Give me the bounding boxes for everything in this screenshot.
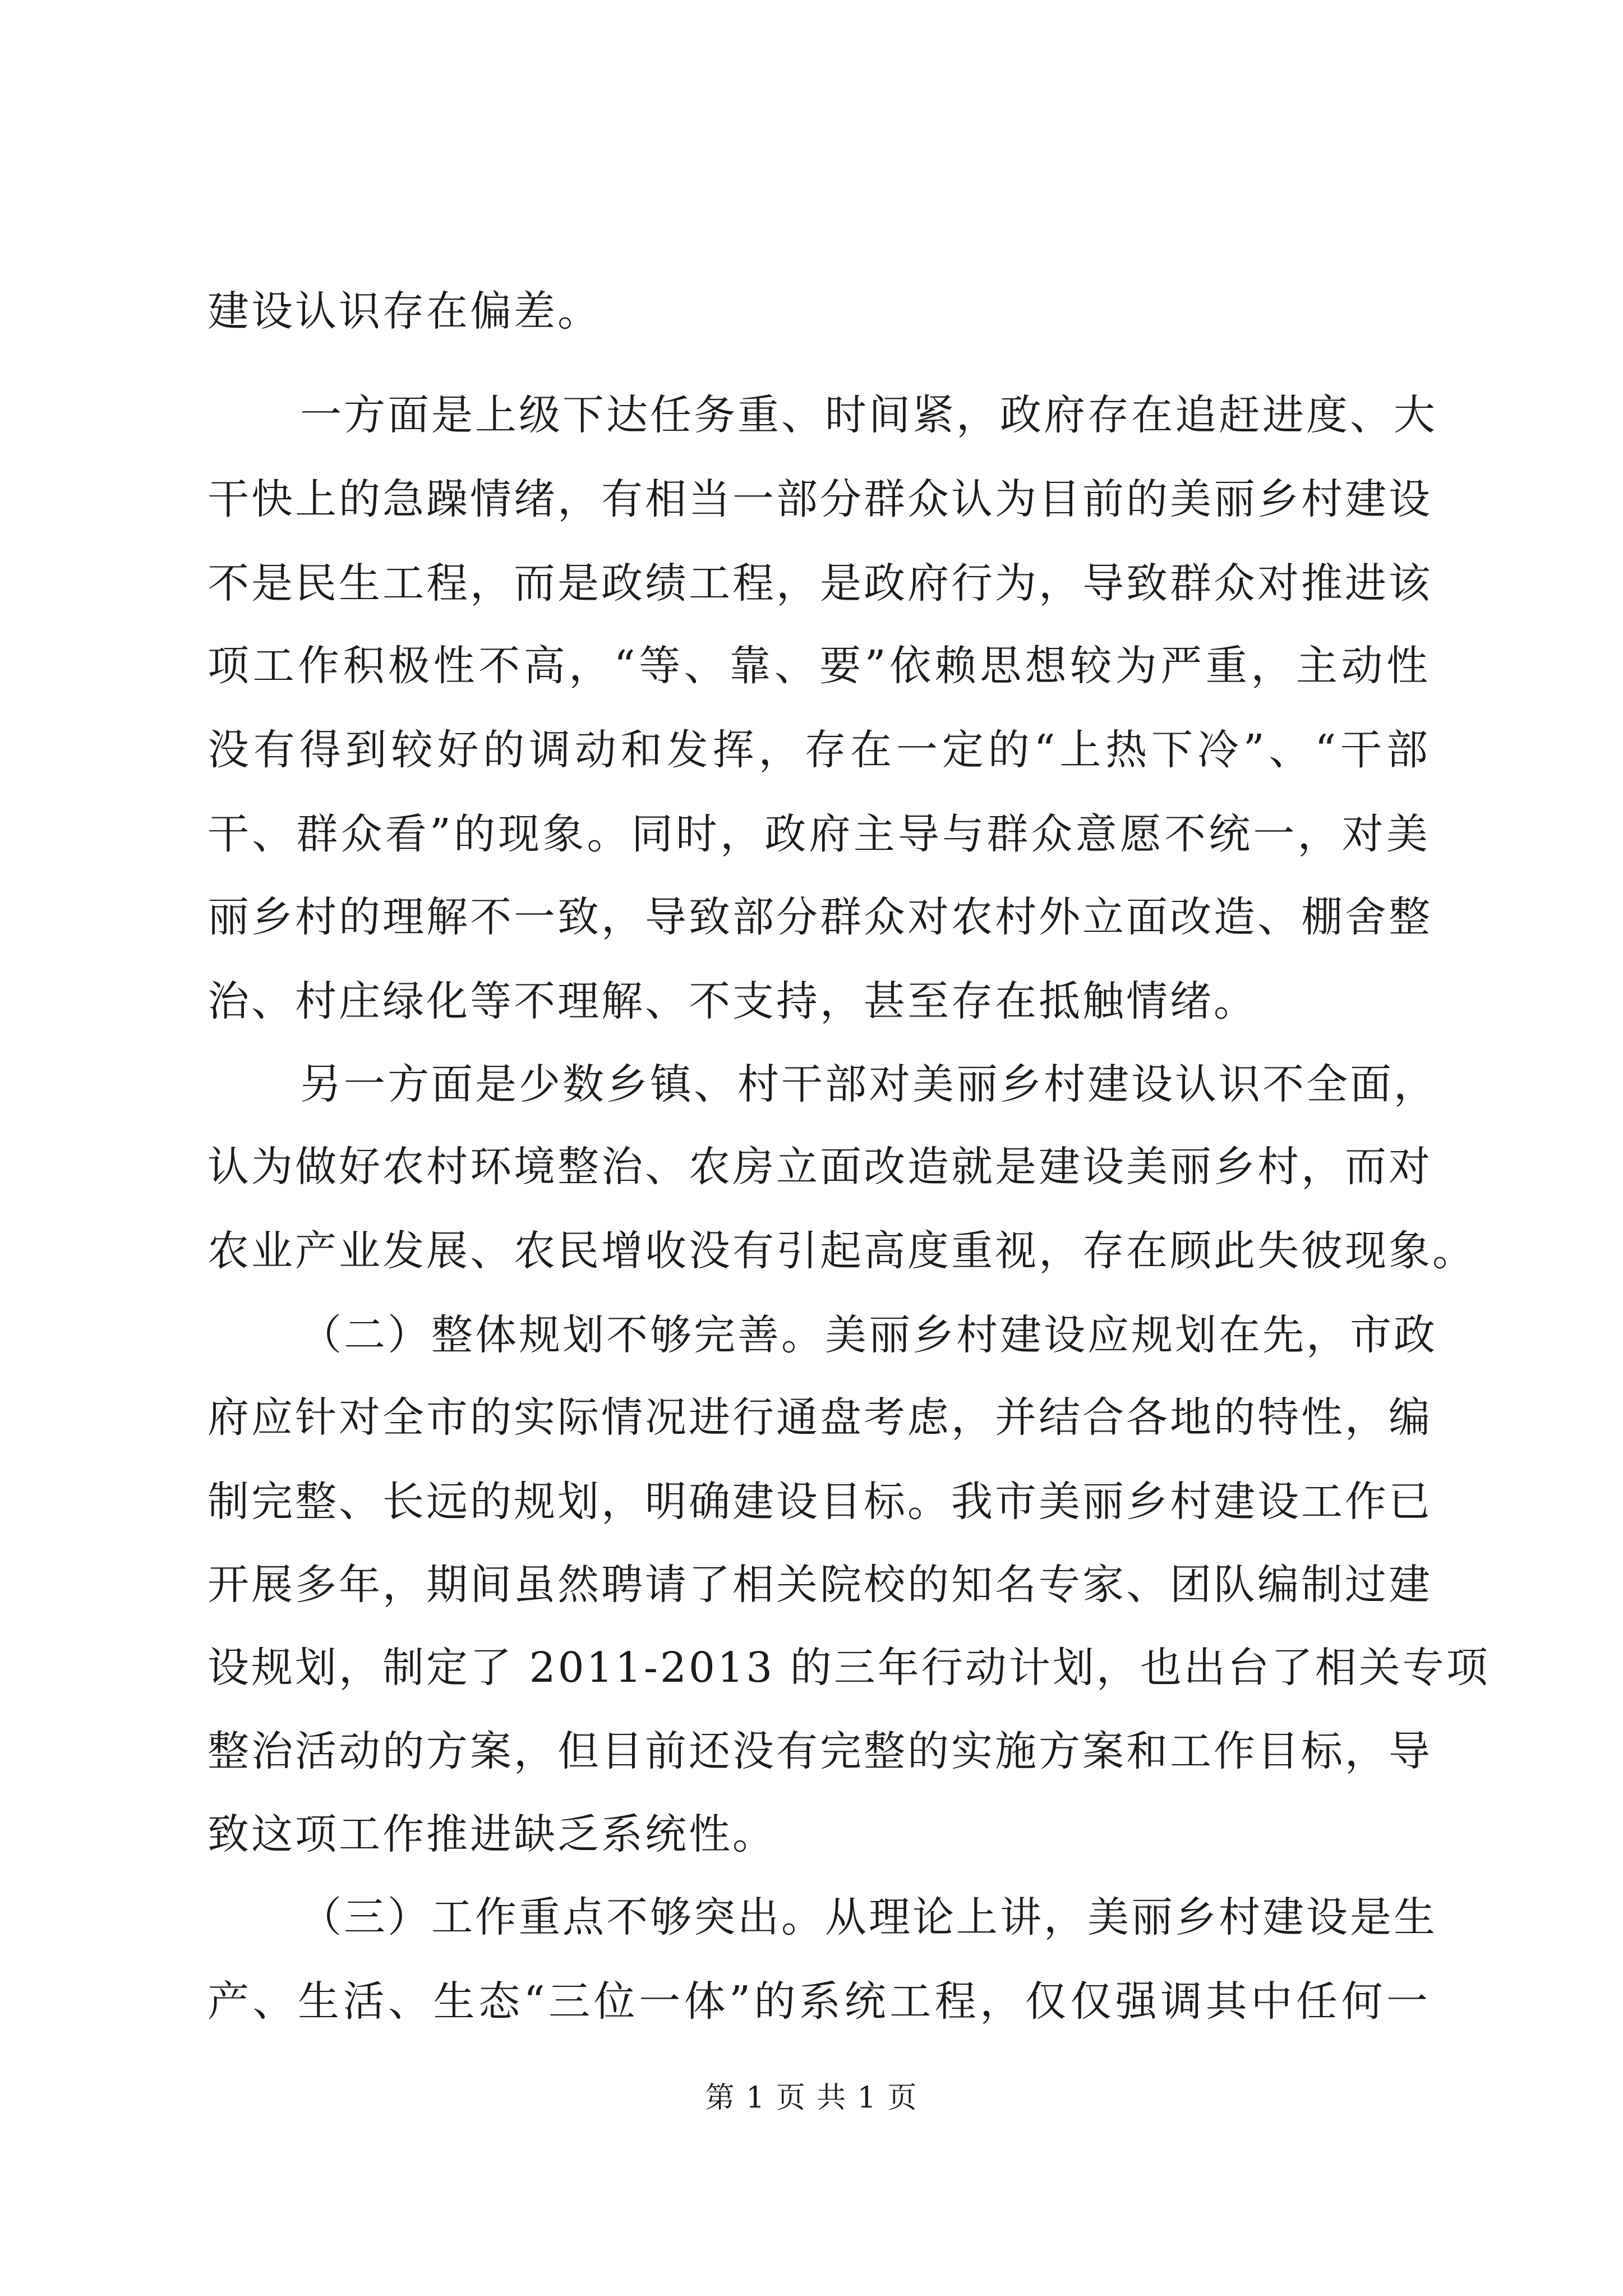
text-line: 产、生活、生态“三位一体”的系统工程，仅仅强调其中任何一 [208, 1977, 1430, 2026]
text-line: 致这项工作推进缺乏系统性。 [208, 1810, 776, 1858]
text-line: 府应针对全市的实际情况进行通盘考虑，并结合各地的特性，编 [208, 1393, 1432, 1442]
text-line: 一方面是上级下达任务重、时间紧，政府存在追赶进度、大 [300, 391, 1437, 439]
text-line: 整治活动的方案，但目前还没有完整的实施方案和工作目标，导 [208, 1727, 1432, 1775]
text-line: 另一方面是少数乡镇、村干部对美丽乡村建设认识不全面， [300, 1060, 1437, 1108]
text-line: 丽乡村的理解不一致，导致部分群众对农村外立面改造、棚舍整 [208, 893, 1432, 941]
text-line: 不是民生工程，而是政绩工程，是政府行为，导致群众对推进该 [208, 559, 1432, 608]
page-number-footer: 第 1 页 共 1 页 [705, 2081, 918, 2115]
text-line: 设规划，制定了 2011-2013 的三年行动计划，也出台了相关专项 [208, 1644, 1490, 1692]
text-line: 没有得到较好的调动和发挥，存在一定的“上热下冷”、“干部 [208, 726, 1430, 774]
text-line: 建设认识存在偏差。 [208, 287, 601, 335]
text-line: 治、村庄绿化等不理解、不支持，甚至存在抵触情绪。 [208, 977, 1257, 1025]
text-line: 干快上的急躁情绪，有相当一部分群众认为目前的美丽乡村建设 [208, 475, 1432, 523]
text-line: 认为做好农村环境整治、农房立面改造就是建设美丽乡村，而对 [208, 1143, 1432, 1191]
text-line: （二）整体规划不够完善。美丽乡村建设应规划在先，市政 [300, 1311, 1437, 1359]
text-line: 农业产业发展、农民增收没有引起高度重视，存在顾此失彼现象。 [208, 1227, 1476, 1275]
text-line: （三）工作重点不够突出。从理论上讲，美丽乡村建设是生 [300, 1893, 1437, 1941]
text-line: 项工作积极性不高，“等、靠、要”依赖思想较为严重，主动性 [208, 642, 1430, 690]
text-line: 开展多年，期间虽然聘请了相关院校的知名专家、团队编制过建 [208, 1561, 1432, 1609]
text-line: 干、群众看”的现象。同时，政府主导与群众意愿不统一，对美 [208, 810, 1430, 858]
text-line: 制完整、长远的规划，明确建设目标。我市美丽乡村建设工作已 [208, 1478, 1432, 1526]
